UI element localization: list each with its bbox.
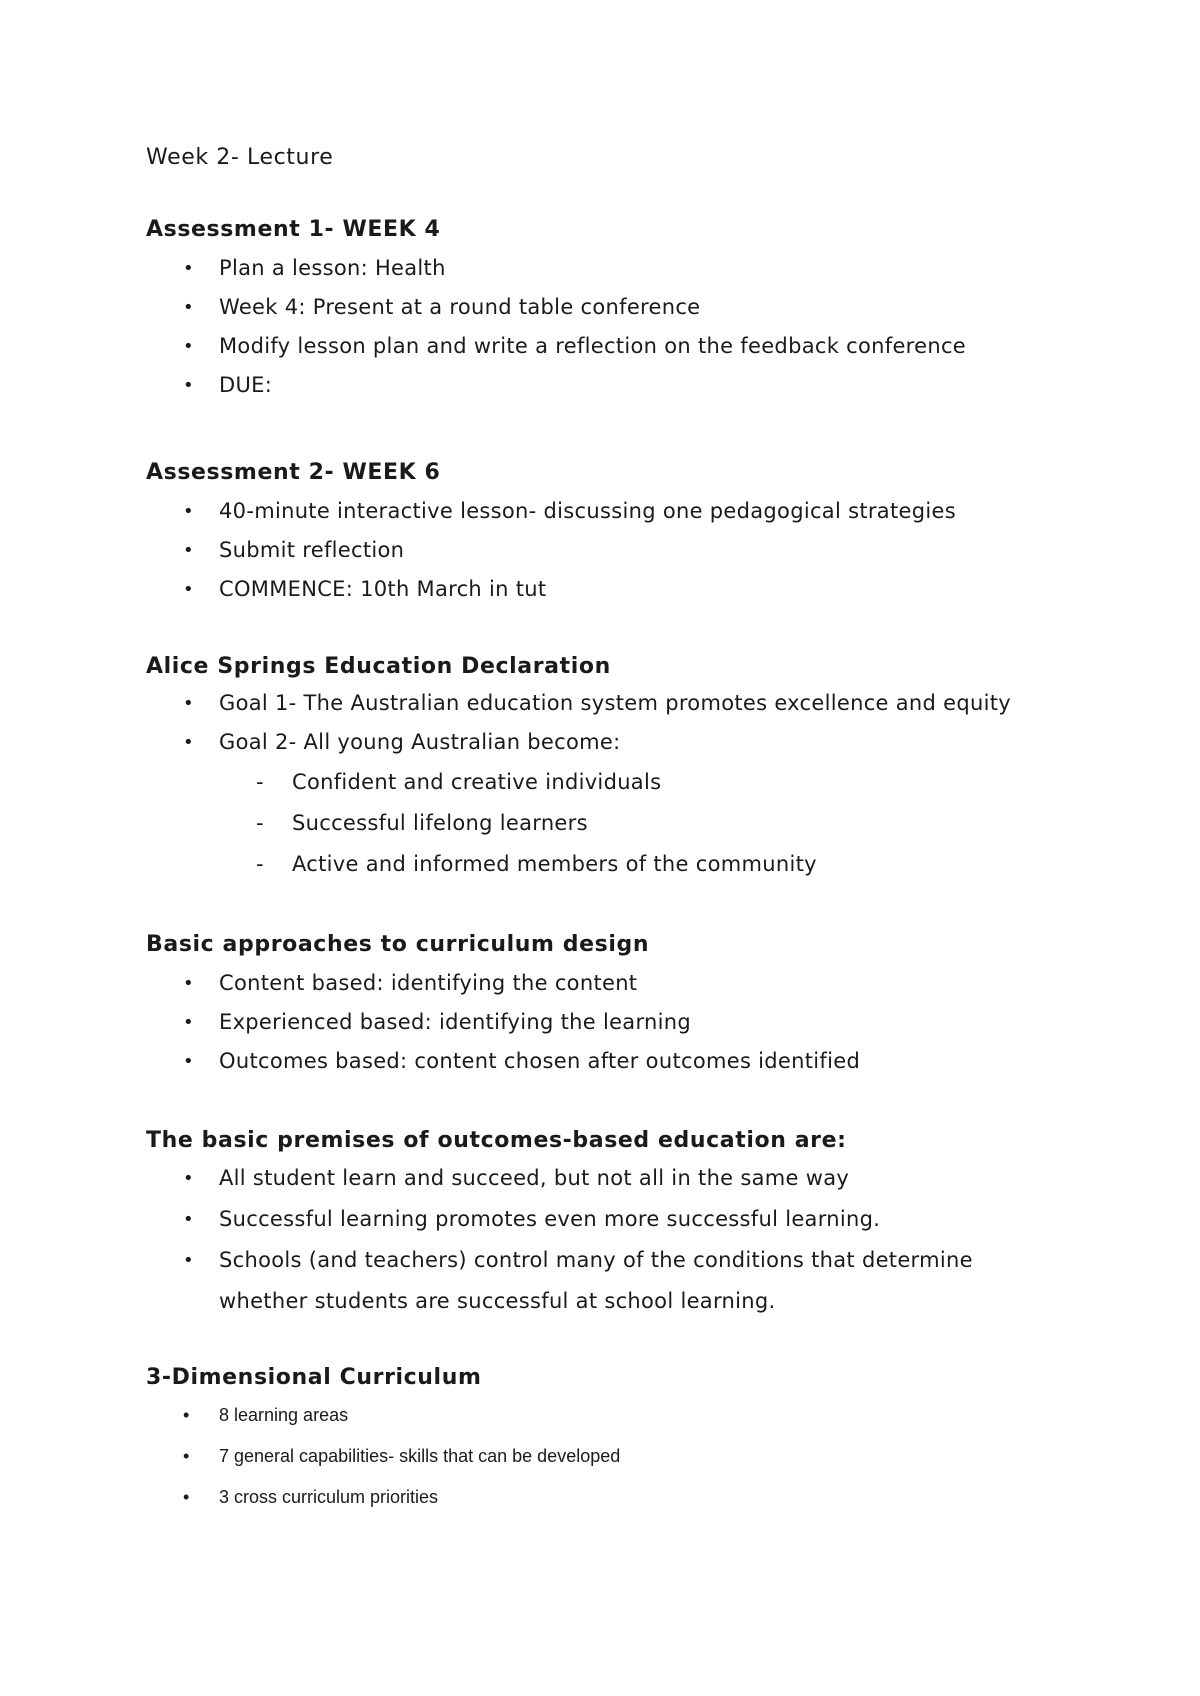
list-item-text: Successful learning promotes even more successful learning. <box>219 1207 881 1231</box>
list-item-text: Plan a lesson: Health <box>219 256 446 280</box>
bullet-icon: • <box>183 375 194 396</box>
bullet-icon: • <box>183 540 194 561</box>
section-heading: The basic premises of outcomes-based education are: <box>146 1128 847 1153</box>
list-item <box>146 964 1086 1003</box>
list-item <box>146 1395 1086 1436</box>
sub-list-item <box>146 844 1086 885</box>
bullet-icon: • <box>183 1250 194 1271</box>
list-item <box>146 1003 1086 1042</box>
list-item <box>146 570 1086 609</box>
bullet-icon: • <box>183 1487 190 1507</box>
dash-icon: - <box>256 770 264 794</box>
list-item <box>146 492 1086 531</box>
bullet-list <box>146 964 1086 1081</box>
list-item-text: 3 cross curriculum priorities <box>219 1487 439 1507</box>
list-item <box>146 1158 1086 1199</box>
list-item-text: Outcomes based: content chosen after outcomes identified <box>219 1049 861 1073</box>
list-item-text: Week 4: Present at a round table conference <box>219 295 701 319</box>
bullet-icon: • <box>183 1446 190 1466</box>
bullet-icon: • <box>183 258 194 279</box>
list-item-continuation: whether students are successful at school learning. <box>219 1289 776 1313</box>
sub-list-item <box>146 803 1086 844</box>
list-item-text: Content based: identifying the content <box>219 971 638 995</box>
list-item-text: 40-minute interactive lesson- discussing one pedagogical strategies <box>219 499 956 523</box>
list-item <box>146 327 1086 366</box>
list-item-text: 7 general capabilities- skills that can be developed <box>219 1446 621 1466</box>
list-item-text: Submit reflection <box>219 538 405 562</box>
list-item <box>146 1199 1086 1240</box>
bullet-icon: • <box>183 1051 194 1072</box>
section-heading: Basic approaches to curriculum design <box>146 932 650 957</box>
sub-list-item-text: Active and informed members of the community <box>292 852 817 876</box>
dash-list <box>146 762 1086 885</box>
list-item-text: Experienced based: identifying the learning <box>219 1010 692 1034</box>
section-3d-curriculum <box>146 1363 1086 1518</box>
bullet-icon: • <box>183 732 194 753</box>
bullet-list <box>146 492 1086 609</box>
dash-icon: - <box>256 852 264 876</box>
list-item <box>146 1477 1086 1518</box>
bullet-icon: • <box>183 1405 190 1425</box>
list-item <box>146 531 1086 570</box>
section-heading: Assessment 2- WEEK 6 <box>146 460 441 485</box>
list-item-text: DUE: <box>219 373 273 397</box>
bullet-icon: • <box>183 501 194 522</box>
list-item <box>146 684 1086 723</box>
list-item <box>146 1240 1086 1322</box>
bullet-icon: • <box>183 297 194 318</box>
section-assessment-2 <box>146 458 1086 609</box>
bullet-icon: • <box>183 1012 194 1033</box>
section-heading: Assessment 1- WEEK 4 <box>146 217 441 242</box>
section-heading: 3-Dimensional Curriculum <box>146 1365 482 1390</box>
bullet-list <box>146 684 1086 762</box>
bullet-list <box>146 1395 1086 1518</box>
page-title: Week 2- Lecture <box>146 145 334 170</box>
list-item <box>146 288 1086 327</box>
list-item-text: Modify lesson plan and write a reflection on the feedback conference <box>219 334 967 358</box>
sub-list-item <box>146 762 1086 803</box>
bullet-icon: • <box>183 579 194 600</box>
section-curriculum-design <box>146 930 1086 1081</box>
list-item-text: COMMENCE: 10th March in tut <box>219 577 547 601</box>
section-alice-springs-declaration <box>146 652 1086 885</box>
bullet-list <box>146 249 1086 405</box>
list-item <box>146 1042 1086 1081</box>
list-item <box>146 249 1086 288</box>
sub-list-item-text: Confident and creative individuals <box>292 770 662 794</box>
bullet-icon: • <box>183 1168 194 1189</box>
section-assessment-1 <box>146 215 1086 405</box>
list-item-text: 8 learning areas <box>219 1405 349 1425</box>
bullet-icon: • <box>183 336 194 357</box>
list-item <box>146 366 1086 405</box>
list-item-text: Schools (and teachers) control many of the conditions that determine <box>219 1248 973 1272</box>
sub-list-item-text: Successful lifelong learners <box>292 811 588 835</box>
section-heading: Alice Springs Education Declaration <box>146 654 611 679</box>
section-outcomes-premises <box>146 1126 1086 1322</box>
bullet-icon: • <box>183 1209 194 1230</box>
bullet-icon: • <box>183 693 194 714</box>
list-item-text: Goal 2- All young Australian become: <box>219 730 621 754</box>
list-item-text: Goal 1- The Australian education system promotes excellence and equity <box>219 691 1011 715</box>
dash-icon: - <box>256 811 264 835</box>
list-item <box>146 723 1086 762</box>
list-item <box>146 1436 1086 1477</box>
list-item-text: All student learn and succeed, but not all in the same way <box>219 1166 850 1190</box>
bullet-list <box>146 1158 1086 1322</box>
bullet-icon: • <box>183 973 194 994</box>
